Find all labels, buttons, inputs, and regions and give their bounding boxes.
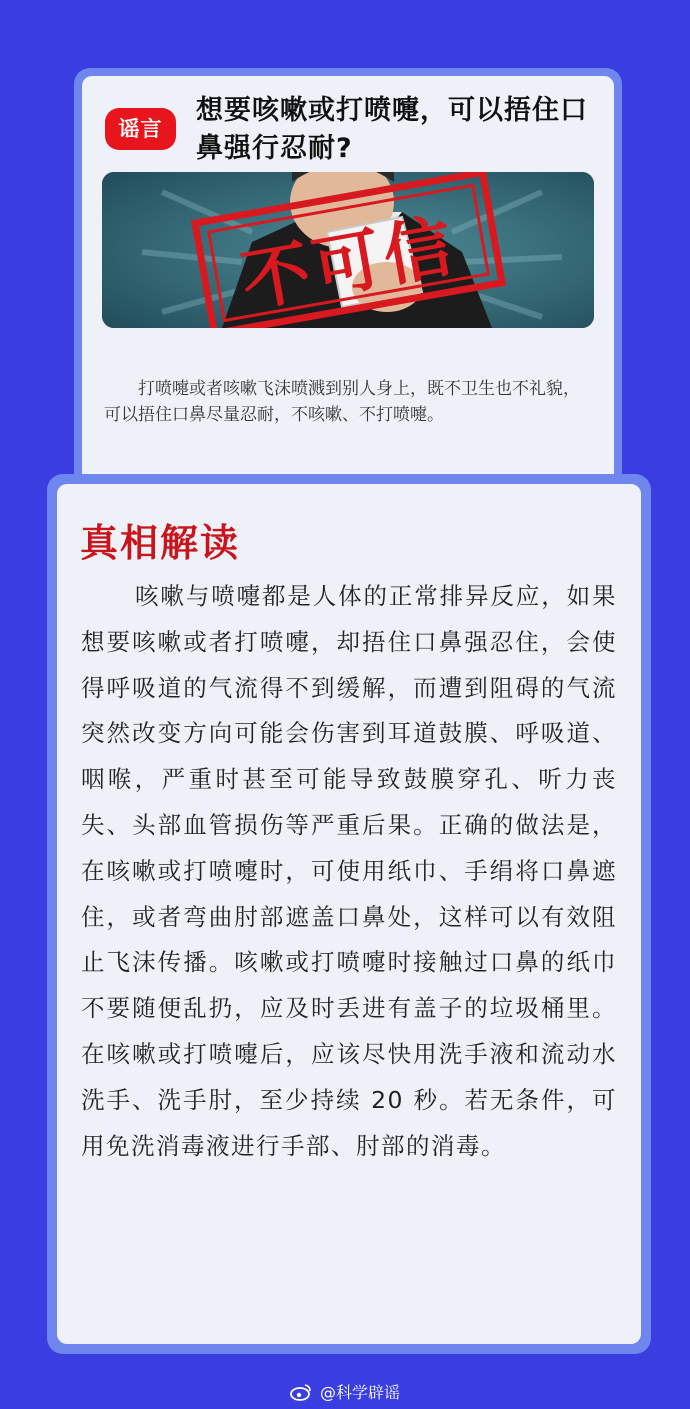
rumor-question: 想要咳嗽或打喷嚏，可以捂住口鼻强行忍耐? <box>196 95 588 164</box>
rumor-card <box>74 68 622 498</box>
footer-watermark <box>0 1380 690 1405</box>
weibo-icon <box>290 1383 312 1405</box>
truth-card <box>47 474 651 1354</box>
watermark-text: @科学辟谣 <box>320 1383 401 1402</box>
rumor-badge: 谣言 <box>105 108 176 150</box>
truth-body-text: 咳嗽与喷嚏都是人体的正常排异反应，如果想要咳嗽或者打喷嚏，却捂住口鼻强忍住，会使得呼吸道的气流得不到缓解，而遭到阻碍的气流突然改变方向可能会伤害到耳道鼓膜、呼吸道、咽喉，严重时甚至可能导致鼓膜穿孔、听力丧失、头部血管损伤等严重后果。正确的做法是，在咳嗽或打喷嚏时，可使用纸巾、手绢将口鼻遮住，或者弯曲肘部遮盖口鼻处，这样可以有效阻止飞沫传播。咳嗽或打喷嚏时接触过口鼻的纸巾不要随便乱扔，应及时丢进有盖子的垃圾桶里。在咳嗽或打喷嚏后，应该尽快用洗手液和流动水洗手、洗手肘，至少持续 20 秒。若无条件，可用免洗消毒液进行手部、肘部的消毒。 <box>81 582 617 1160</box>
truth-card-body <box>57 484 641 1344</box>
rumor-description: 打喷嚏或者咳嗽飞沫喷溅到别人身上，既不卫生也不礼貌，可以捂住口鼻尽量忍耐，不咳嗽、不打喷嚏。 <box>104 379 580 425</box>
stamp-text: 不可信 <box>235 206 463 323</box>
truth-title: 真相解读 <box>80 521 241 565</box>
rumor-card-body <box>82 76 614 498</box>
sneezing-man-illustration <box>102 172 594 328</box>
